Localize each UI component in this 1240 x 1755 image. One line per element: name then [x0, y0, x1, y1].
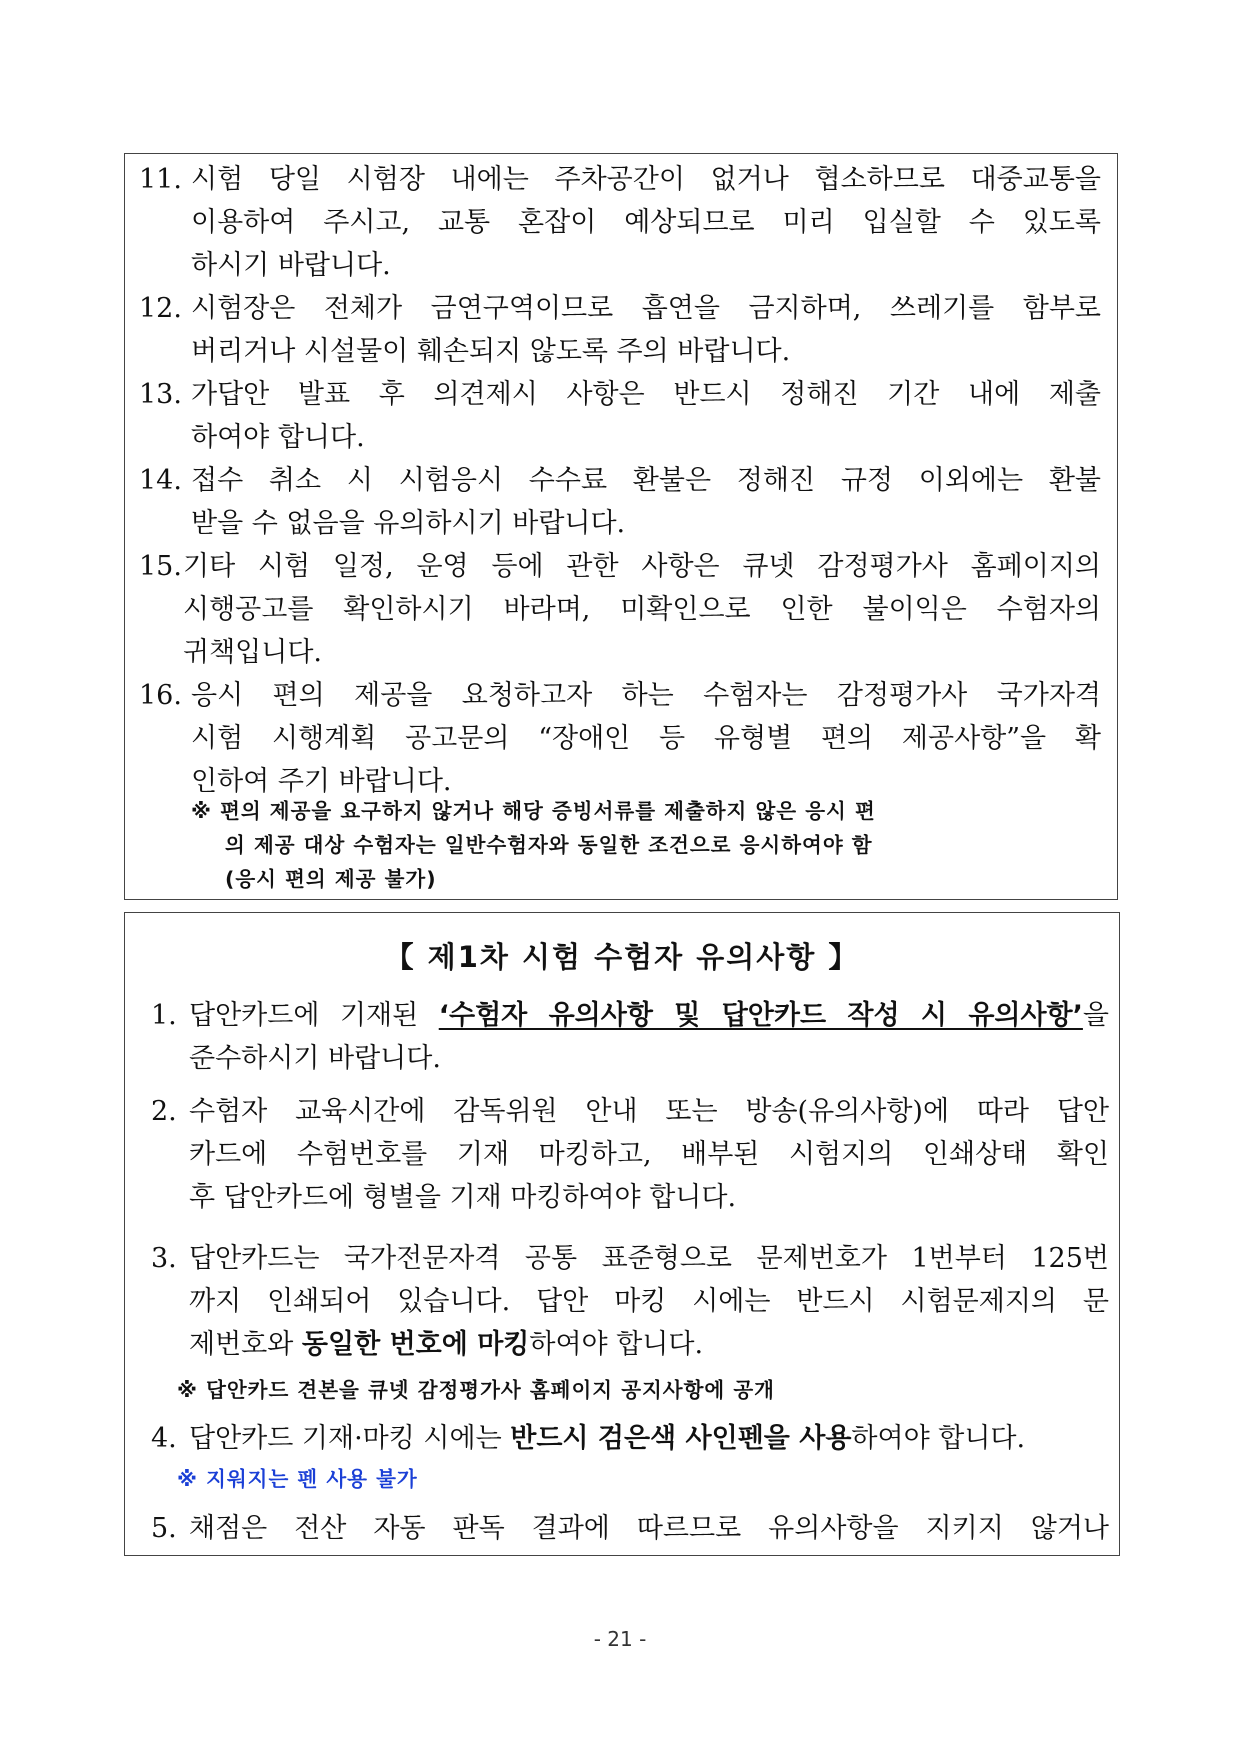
emphasis-text: 반드시 검은색 사인펜을 사용 [510, 1423, 852, 1454]
item-line: 기타 시험 일정, 운영 등에 관한 사항은 큐넷 감정평가사 홈페이지의 [183, 551, 1101, 582]
item-16-note [191, 794, 1091, 896]
item-line: 후 답안카드에 형별을 기재 마킹하여야 합니다. [189, 1182, 737, 1213]
item-text: 하여야 합니다. [529, 1329, 704, 1360]
item-number: 12. [139, 293, 182, 324]
note-line: 의 제공 대상 수험자는 일반수험자와 동일한 조건으로 응시하여야 함 [225, 833, 873, 857]
item-text: 답안카드에 기재된 [189, 1000, 439, 1031]
item-line: 시험 당일 시험장 내에는 주차공간이 없거나 협소하므로 대중교통을 [191, 164, 1101, 195]
item-line: 가답안 발표 후 의견제시 사항은 반드시 정해진 기간 내에 제출 [191, 379, 1101, 410]
item-number: 16. [139, 680, 182, 711]
item-line: 카드에 수험번호를 기재 마킹하고, 배부된 시험지의 인쇄상태 확인 [189, 1139, 1109, 1170]
item-text: 답안카드 기재·마킹 시에는 [189, 1423, 511, 1454]
item-line: 답안카드는 국가전문자격 공통 표준형으로 문제번호가 1번부터 125번 [189, 1243, 1109, 1274]
item-line: 시험 시행계획 공고문의 “장애인 등 유형별 편의 제공사항”을 확 [191, 723, 1101, 754]
item-line [189, 1323, 1109, 1366]
note-line: ※ 편의 제공을 요구하지 않거나 해당 증빙서류를 제출하지 않은 응시 편 [191, 799, 876, 823]
item-line: 이용하여 주시고, 교통 혼잡이 예상되므로 미리 입실할 수 있도록 [191, 207, 1101, 238]
item-number: 13. [139, 379, 182, 410]
item-line: 준수하시기 바랍니다. [189, 1043, 441, 1074]
section-heading: 【 제1차 시험 수험자 유의사항 】 [384, 940, 860, 974]
item-text: 제번호와 [189, 1329, 302, 1360]
emphasis-text: 동일한 번호에 마킹 [301, 1329, 530, 1360]
item-line: 인하여 주기 바랍니다. [191, 766, 452, 797]
item-number: 1. [151, 1000, 177, 1031]
note-line: (응시 편의 제공 불가) [225, 867, 437, 891]
item-line: 받을 수 없음을 유의하시기 바랍니다. [191, 508, 626, 539]
item-line [189, 994, 1109, 1037]
item-line: 접수 취소 시 시험응시 수수료 환불은 정해진 규정 이외에는 환불 [191, 465, 1101, 496]
item-number: 15. [139, 551, 182, 582]
item-number: 5. [151, 1513, 177, 1544]
item-line: 버리거나 시설물이 훼손되지 않도록 주의 바랍니다. [191, 336, 791, 367]
item-line: 하시기 바랍니다. [191, 250, 391, 281]
item-number: 2. [151, 1096, 177, 1127]
item-line: 시행공고를 확인하시기 바라며, 미확인으로 인한 불이익은 수험자의 [183, 594, 1101, 625]
item-3-note [177, 1373, 775, 1407]
item-line [189, 1417, 1109, 1460]
item-line: 하여야 합니다. [191, 422, 365, 453]
item-number: 14. [139, 465, 182, 496]
item-text: 을 [1082, 1000, 1109, 1031]
note-line: ※ 지워지는 펜 사용 불가 [177, 1467, 418, 1491]
emphasis-text: ‘수험자 유의사항 및 답안카드 작성 시 유의사항’ [438, 1000, 1083, 1031]
item-number: 3. [151, 1243, 177, 1274]
page-number: - 21 - [593, 1627, 647, 1651]
note-line: ※ 답안카드 견본을 큐넷 감정평가사 홈페이지 공지사항에 공개 [177, 1378, 775, 1402]
item-line: 수험자 교육시간에 감독위원 안내 또는 방송(유의사항)에 따라 답안 [189, 1096, 1109, 1127]
item-line: 까지 인쇄되어 있습니다. 답안 마킹 시에는 반드시 시험문제지의 문 [189, 1286, 1109, 1317]
item-4-note [177, 1462, 418, 1496]
item-number: 11. [139, 164, 182, 195]
item-line: 응시 편의 제공을 요청하고자 하는 수험자는 감정평가사 국가자격 [191, 680, 1101, 711]
item-line: 채점은 전산 자동 판독 결과에 따르므로 유의사항을 지키지 않거나 [189, 1513, 1109, 1544]
item-line: 귀책입니다. [183, 637, 322, 668]
item-line: 시험장은 전체가 금연구역이므로 흡연을 금지하며, 쓰레기를 함부로 [191, 293, 1101, 324]
first-exam-notice-box [124, 912, 1120, 1556]
item-text: 하여야 합니다. [851, 1423, 1026, 1454]
notice-box-continued [124, 153, 1118, 900]
item-number: 4. [151, 1423, 177, 1454]
